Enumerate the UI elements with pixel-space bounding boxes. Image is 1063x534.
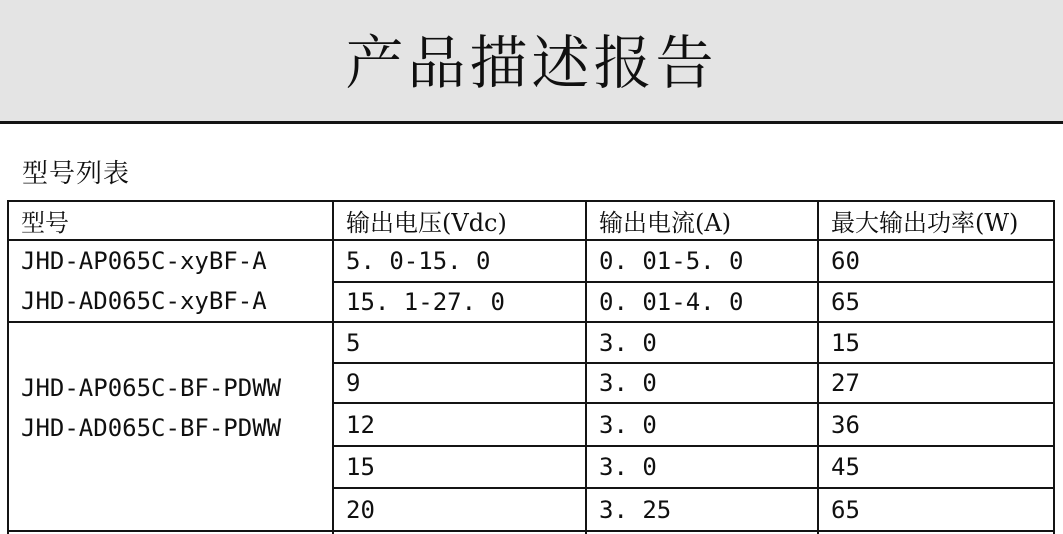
cell-voltage: 5. 0-15. 0 [333,240,586,282]
model-line: JHD-AD065C-xyBF-A [21,287,267,315]
cell-power: 60 [818,240,1054,282]
table-row [8,240,1054,282]
cell-power: 36 [818,403,1054,446]
cell-current: 3. 0 [586,446,818,488]
model-line: JHD-AP065C-xyBF-A [21,247,267,275]
cell-voltage: 9 [333,363,586,403]
column-header-model: 型号 [8,201,333,240]
column-header-power: 最大输出功率(W) [818,201,1054,240]
cell-current: 0. 01-5. 0 [586,240,818,282]
cell-model-group2 [8,322,333,531]
table-row [8,322,1054,363]
page-title: 产品描述报告 [345,28,718,97]
column-header-current: 输出电流(A) [586,201,818,240]
section-label: 型号列表 [22,159,131,189]
cell-voltage: 5 [333,322,586,363]
model-line: JHD-AP065C-BF-PDWW [21,373,282,402]
cell-power: 65 [818,488,1054,531]
cell-model-group1 [8,240,333,322]
cell-voltage: 12 [333,403,586,446]
cell-power: 27 [818,363,1054,403]
cell-voltage: 15 [333,446,586,488]
cell-current: 3. 0 [586,322,818,363]
cell-current: 3. 0 [586,363,818,403]
cell-voltage: 20 [333,488,586,531]
cell-current: 3. 0 [586,403,818,446]
model-line: JHD-AD065C-BF-PDWW [21,413,282,442]
cell-power: 15 [818,322,1054,363]
cell-current: 0. 01-4. 0 [586,282,818,323]
column-header-voltage: 输出电压(Vdc) [333,201,586,240]
header-row [8,201,1054,240]
model-table [7,200,1055,534]
title-band [0,0,1063,121]
title-divider [0,121,1063,124]
cell-power: 45 [818,446,1054,488]
cell-voltage: 15. 1-27. 0 [333,282,586,323]
cell-current: 3. 25 [586,488,818,531]
cell-power: 65 [818,282,1054,323]
